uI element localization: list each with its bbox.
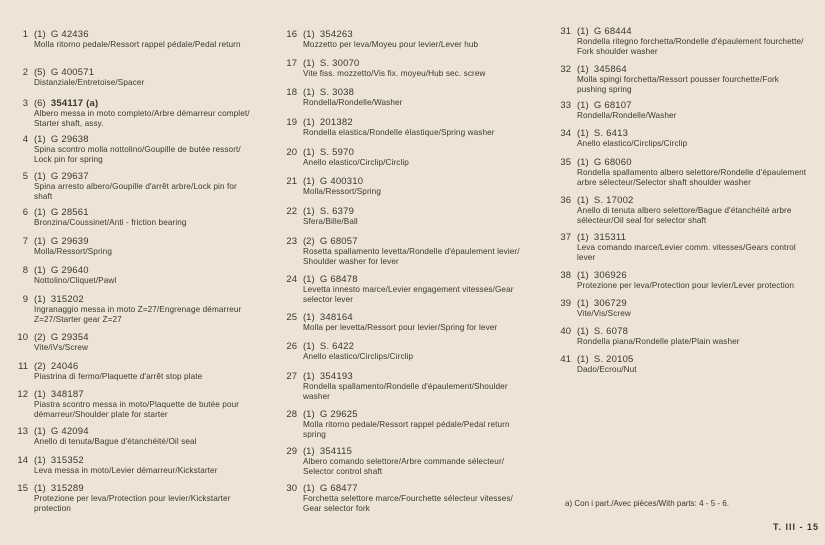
- entry-header: [275, 29, 550, 40]
- entry-header: [275, 341, 550, 352]
- part-number: S. 6413: [593, 128, 629, 139]
- part-number: 348187: [50, 389, 84, 400]
- item-number: 31: [560, 26, 571, 37]
- part-description: Molla ritorno pedale/Ressort rappel pédale/Pedal return spring: [303, 420, 510, 439]
- part-description: Sfera/Bille/Ball: [303, 217, 358, 226]
- item-number: 14: [17, 455, 28, 466]
- item-number: 36: [560, 195, 571, 206]
- part-number: S. 17002: [593, 195, 634, 206]
- quantity: (1): [303, 87, 315, 98]
- part-description: Anello di tenuta/Bague d'étanchéité/Oil seal: [34, 437, 197, 446]
- quantity: (5): [34, 67, 46, 78]
- parts-entry: [275, 409, 550, 439]
- part-description: Rondella ritegno forchetta/Rondelle d'épaulement fourchette/ Fork shoulder washer: [577, 37, 804, 56]
- part-description: Mozzetto per leva/Moyeu pour levier/Lever hub: [303, 40, 479, 49]
- parts-entry: [275, 446, 550, 476]
- entry-header: [549, 157, 821, 168]
- item-number: 16: [286, 29, 297, 40]
- item-number: 41: [560, 354, 571, 365]
- parts-entry: [549, 195, 821, 225]
- part-number: 315311: [593, 232, 627, 243]
- item-number: 19: [286, 117, 297, 128]
- parts-entry: [275, 117, 550, 138]
- part-number: S. 5970: [319, 147, 355, 158]
- parts-entry: [6, 455, 278, 476]
- item-number: 23: [286, 236, 297, 247]
- part-description: Rondella piana/Rondelle plate/Plain washer: [577, 337, 740, 346]
- part-description: Rondella elastica/Rondelle élastique/Spring washer: [303, 128, 495, 137]
- quantity: (1): [303, 117, 315, 128]
- part-description: Molla per levetta/Ressort pour levier/Spring for lever: [303, 323, 498, 332]
- entry-header: [6, 134, 278, 145]
- entry-header: [549, 26, 821, 37]
- part-description: Anello elastico/Circlip/Circlip: [303, 158, 409, 167]
- entry-header: [6, 455, 278, 466]
- entry-header: [549, 354, 821, 365]
- part-description: Albero messa in moto completo/Arbre démarreur complet/ Starter shaft, assy.: [34, 109, 250, 128]
- part-number: 315352: [50, 455, 84, 466]
- entry-header: [6, 332, 278, 343]
- quantity: (1): [34, 483, 46, 494]
- entry-header: [275, 236, 550, 247]
- parts-entry: [275, 371, 550, 401]
- part-description: Molla spingi forchetta/Ressort pousser fourchette/Fork pushing spring: [577, 75, 779, 94]
- item-number: 35: [560, 157, 571, 168]
- item-number: 9: [22, 294, 28, 305]
- item-number: 10: [17, 332, 28, 343]
- quantity: (1): [34, 236, 46, 247]
- quantity: (1): [303, 446, 315, 457]
- entry-header: [275, 409, 550, 420]
- quantity: (1): [303, 29, 315, 40]
- part-description: Bronzina/Coussinet/Anti - friction bearing: [34, 218, 187, 227]
- quantity: (1): [34, 294, 46, 305]
- part-number: 306926: [593, 270, 627, 281]
- parts-entry: [275, 58, 550, 79]
- entry-header: [275, 371, 550, 382]
- quantity: (1): [303, 176, 315, 187]
- part-number: G 68060: [593, 157, 632, 168]
- part-description: Rosetta spallamento levetta/Rondelle d'épaulement levier/ Shoulder washer for lever: [303, 247, 520, 266]
- item-number: 33: [560, 100, 571, 111]
- parts-entry: [6, 67, 278, 88]
- quantity: (1): [303, 341, 315, 352]
- entry-header: [549, 195, 821, 206]
- entry-header: [549, 100, 821, 111]
- parts-entry: [6, 483, 278, 513]
- part-description: Vite/Vis/Screw: [577, 309, 631, 318]
- item-number: 29: [286, 446, 297, 457]
- entry-header: [275, 312, 550, 323]
- parts-entry: [549, 298, 821, 319]
- part-number: 315202: [50, 294, 84, 305]
- part-number: G 400571: [50, 67, 95, 78]
- item-number: 18: [286, 87, 297, 98]
- entry-header: [6, 483, 278, 494]
- part-description: Anello elastico/Circlips/Circlip: [577, 139, 688, 148]
- parts-entry: [6, 332, 278, 353]
- parts-entry: [6, 389, 278, 419]
- parts-entry: [275, 274, 550, 304]
- part-description: Ingranaggio messa in moto Z=27/Engrenage démarreur Z=27/Starter gear Z=27: [34, 305, 242, 324]
- item-number: 30: [286, 483, 297, 494]
- parts-entry: [275, 312, 550, 333]
- part-description: Rondella spallamento/Rondelle d'épaulement/Shoulder washer: [303, 382, 508, 401]
- parts-entry: [6, 98, 278, 128]
- part-description: Leva comando marce/Levier comm. vitesses/Gears control lever: [577, 243, 796, 262]
- part-description: Dado/Ecrou/Nut: [577, 365, 637, 374]
- part-number: G 29354: [50, 332, 89, 343]
- part-number: G 42436: [50, 29, 89, 40]
- parts-entry: [549, 64, 821, 94]
- item-number: 2: [22, 67, 28, 78]
- quantity: (1): [577, 26, 589, 37]
- part-number: S. 6379: [319, 206, 355, 217]
- parts-entry: [549, 128, 821, 149]
- part-number: S. 30070: [319, 58, 360, 69]
- item-number: 22: [286, 206, 297, 217]
- entry-header: [6, 67, 278, 78]
- quantity: (1): [577, 326, 589, 337]
- parts-entry: [549, 26, 821, 56]
- entry-header: [6, 236, 278, 247]
- quantity: (1): [34, 29, 46, 40]
- part-description: Rondella/Rondelle/Washer: [577, 111, 677, 120]
- part-number: G 28561: [50, 207, 89, 218]
- part-description: Distanziale/Entretoise/Spacer: [34, 78, 145, 87]
- quantity: (1): [577, 298, 589, 309]
- entry-header: [275, 446, 550, 457]
- item-number: 39: [560, 298, 571, 309]
- parts-entry: [275, 176, 550, 197]
- part-number: 345864: [593, 64, 627, 75]
- entry-header: [6, 265, 278, 276]
- part-number: G 29638: [50, 134, 89, 145]
- entry-header: [6, 171, 278, 182]
- part-number: 354117 (a): [50, 98, 99, 109]
- parts-entry: [549, 270, 821, 291]
- part-number: G 68477: [319, 483, 358, 494]
- entry-header: [6, 294, 278, 305]
- parts-entry: [549, 326, 821, 347]
- parts-entry: [6, 265, 278, 286]
- part-number: 201382: [319, 117, 353, 128]
- part-number: 354115: [319, 446, 353, 457]
- part-description: Leva messa in moto/Levier démarreur/Kickstarter: [34, 466, 218, 475]
- quantity: (1): [577, 195, 589, 206]
- entry-header: [6, 29, 278, 40]
- part-number: 24046: [50, 361, 79, 372]
- part-number: 306729: [593, 298, 627, 309]
- page-reference: T. III - 15: [773, 522, 820, 532]
- quantity: (1): [577, 270, 589, 281]
- entry-header: [275, 206, 550, 217]
- part-number: S. 6078: [593, 326, 629, 337]
- item-number: 25: [286, 312, 297, 323]
- part-description: Vite/iVs/Screw: [34, 343, 89, 352]
- item-number: 12: [17, 389, 28, 400]
- parts-entry: [275, 147, 550, 168]
- item-number: 28: [286, 409, 297, 420]
- part-description: Piastra scontro messa in moto/Plaquette de butée pour démarreur/Shoulder plate for starter: [34, 400, 240, 419]
- entry-header: [6, 426, 278, 437]
- item-number: 1: [22, 29, 28, 40]
- quantity: (1): [577, 354, 589, 365]
- part-description: Levetta innesto marce/Levier engagement vitesses/Gear selector lever: [303, 285, 514, 304]
- part-description: Protezione per leva/Protection pour levier/Kickstarter protection: [34, 494, 231, 513]
- part-number: 354263: [319, 29, 353, 40]
- parts-entry: [6, 361, 278, 382]
- parts-entry: [6, 171, 278, 201]
- parts-entry: [549, 100, 821, 121]
- part-number: G 29639: [50, 236, 89, 247]
- quantity: (1): [577, 64, 589, 75]
- item-number: 21: [286, 176, 297, 187]
- item-number: 26: [286, 341, 297, 352]
- parts-entry: [275, 87, 550, 108]
- parts-entry: [275, 483, 550, 513]
- quantity: (1): [303, 483, 315, 494]
- part-description: Molla/Ressort/Spring: [303, 187, 381, 196]
- item-number: 13: [17, 426, 28, 437]
- quantity: (1): [303, 206, 315, 217]
- item-number: 7: [22, 236, 28, 247]
- part-description: Anello di tenuta albero selettore/Bague d'étanchéité arbre sélecteur/Oil seal for selector shaft: [577, 206, 792, 225]
- entry-header: [549, 64, 821, 75]
- part-description: Protezione per leva/Protection pour levier/Lever protection: [577, 281, 795, 290]
- quantity: (1): [577, 128, 589, 139]
- item-number: 3: [22, 98, 28, 109]
- entry-header: [275, 483, 550, 494]
- quantity: (1): [303, 58, 315, 69]
- entry-header: [275, 147, 550, 158]
- item-number: 11: [18, 361, 28, 372]
- item-number: 32: [560, 64, 571, 75]
- part-description: Albero comando selettore/Arbre commande sélecteur/ Selector control shaft: [303, 457, 505, 476]
- part-description: Anello elastico/Circlips/Circlip: [303, 352, 414, 361]
- quantity: (1): [303, 371, 315, 382]
- part-description: Molla ritorno pedale/Ressort rappel pédale/Pedal return: [34, 40, 241, 49]
- item-number: 6: [22, 207, 28, 218]
- item-number: 24: [286, 274, 297, 285]
- parts-entry: [6, 134, 278, 164]
- footnote: a) Con i part./Avec pièces/With parts: 4 - 5 - 6.: [565, 499, 729, 508]
- part-description: Vite fiss. mozzetto/Vis fix. moyeu/Hub sec. screw: [303, 69, 486, 78]
- part-number: G 68478: [319, 274, 358, 285]
- parts-entry: [6, 29, 278, 50]
- part-number: S. 20105: [593, 354, 634, 365]
- item-number: 17: [286, 58, 297, 69]
- parts-entry: [275, 341, 550, 362]
- part-number: G 68444: [593, 26, 632, 37]
- entry-header: [549, 298, 821, 309]
- entry-header: [549, 326, 821, 337]
- part-number: 315289: [50, 483, 84, 494]
- part-description: Rondella spallamento albero selettore/Rondelle d'épaulement arbre sélecteur/Selector shaft shoulder washer: [577, 168, 807, 187]
- quantity: (1): [303, 274, 315, 285]
- part-description: Rondella/Rondelle/Washer: [303, 98, 403, 107]
- entry-header: [275, 274, 550, 285]
- part-number: S. 6422: [319, 341, 355, 352]
- quantity: (1): [34, 265, 46, 276]
- item-number: 5: [22, 171, 28, 182]
- quantity: (1): [303, 409, 315, 420]
- part-description: Spina scontro molla nottolino/Goupille de butée ressort/ Lock pin for spring: [34, 145, 241, 164]
- item-number: 34: [560, 128, 571, 139]
- part-description: Spina arresto albero/Goupille d'arrêt arbre/Lock pin for shaft: [34, 182, 237, 201]
- item-number: 37: [560, 232, 571, 243]
- entry-header: [549, 232, 821, 243]
- item-number: 27: [286, 371, 297, 382]
- quantity: (1): [303, 147, 315, 158]
- quantity: (2): [34, 332, 46, 343]
- item-number: 38: [560, 270, 571, 281]
- parts-entry: [275, 29, 550, 50]
- entry-header: [549, 270, 821, 281]
- quantity: (1): [34, 207, 46, 218]
- entry-header: [275, 58, 550, 69]
- parts-entry: [549, 157, 821, 187]
- entry-header: [6, 98, 278, 109]
- parts-entry: [275, 206, 550, 227]
- entry-header: [6, 207, 278, 218]
- parts-entry: [6, 426, 278, 447]
- entry-header: [6, 361, 278, 372]
- part-number: G 68107: [593, 100, 632, 111]
- part-number: G 29640: [50, 265, 89, 276]
- item-number: 20: [286, 147, 297, 158]
- entry-header: [549, 128, 821, 139]
- quantity: (1): [303, 312, 315, 323]
- quantity: (2): [34, 361, 46, 372]
- item-number: 4: [22, 134, 28, 145]
- item-number: 15: [17, 483, 28, 494]
- entry-header: [275, 117, 550, 128]
- entry-header: [6, 389, 278, 400]
- part-number: S. 3038: [319, 87, 355, 98]
- quantity: (1): [577, 157, 589, 168]
- quantity: (1): [577, 232, 589, 243]
- part-number: G 42094: [50, 426, 89, 437]
- entry-header: [275, 176, 550, 187]
- quantity: (2): [303, 236, 315, 247]
- parts-entry: [275, 236, 550, 266]
- quantity: (1): [34, 389, 46, 400]
- part-description: Molla/Ressort/Spring: [34, 247, 112, 256]
- quantity: (1): [577, 100, 589, 111]
- quantity: (1): [34, 426, 46, 437]
- quantity: (1): [34, 455, 46, 466]
- item-number: 8: [22, 265, 28, 276]
- part-description: Forchetta selettore marce/Fourchette sélecteur vitesses/ Gear selector fork: [303, 494, 513, 513]
- parts-entry: [549, 232, 821, 262]
- parts-entry: [6, 207, 278, 228]
- part-number: G 68057: [319, 236, 358, 247]
- item-number: 40: [560, 326, 571, 337]
- part-description: Piastrina di fermo/Plaquette d'arrêt stop plate: [34, 372, 203, 381]
- quantity: (6): [34, 98, 46, 109]
- entry-header: [275, 87, 550, 98]
- part-number: G 29625: [319, 409, 358, 420]
- part-number: 348164: [319, 312, 353, 323]
- parts-entry: [6, 294, 278, 324]
- part-description: Nottolino/Cliquet/Pawl: [34, 276, 117, 285]
- part-number: 354193: [319, 371, 353, 382]
- part-number: G 400310: [319, 176, 364, 187]
- quantity: (1): [34, 171, 46, 182]
- quantity: (1): [34, 134, 46, 145]
- parts-entry: [549, 354, 821, 375]
- part-number: G 29637: [50, 171, 89, 182]
- parts-entry: [6, 236, 278, 257]
